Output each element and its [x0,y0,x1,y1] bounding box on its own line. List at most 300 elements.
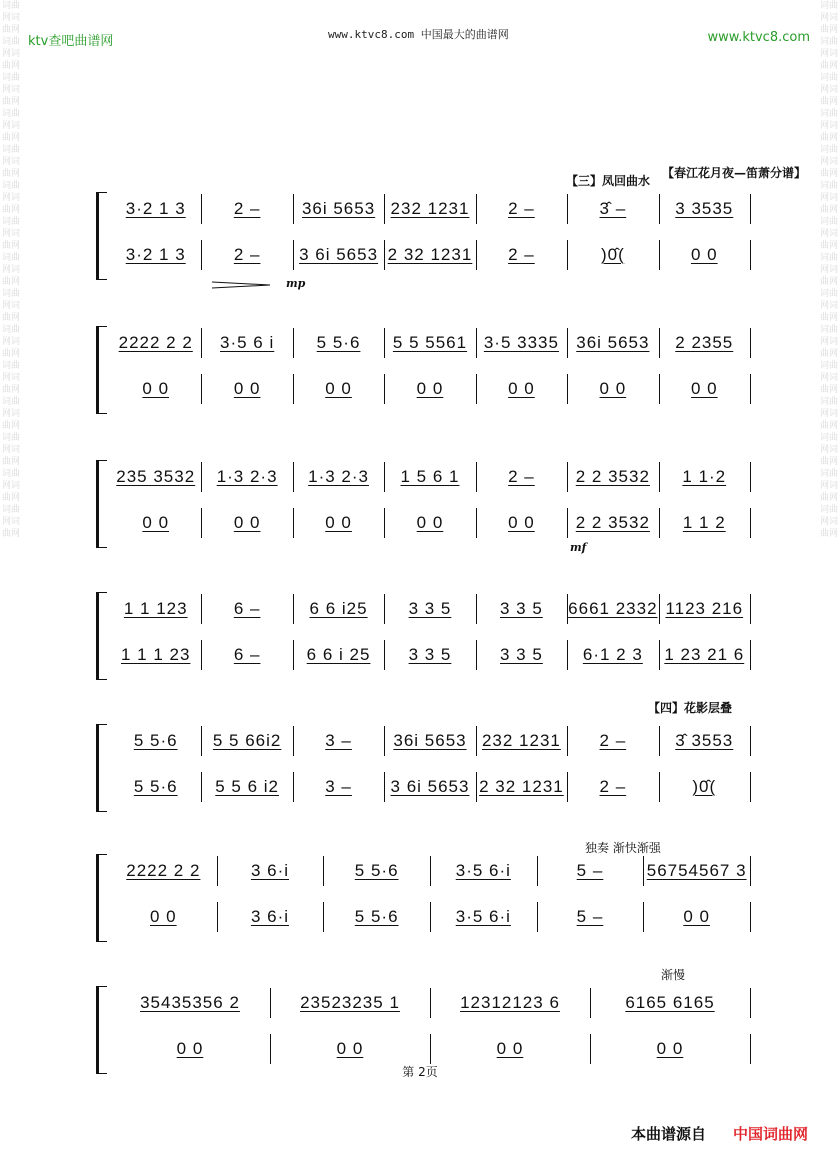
measure-notes: 2 32 1231 [387,245,473,264]
measure [659,190,750,228]
barline [201,462,202,492]
measure [384,636,475,674]
measure [270,984,430,1022]
barline [476,374,477,404]
score-system [96,324,750,416]
measure-notes: 35435356 2 [140,993,240,1012]
measure [201,324,292,362]
measure-notes: 3 6·i [250,861,290,880]
score-system [96,852,750,944]
measure [201,370,292,408]
barline [567,772,568,802]
barline [750,328,751,358]
barline [590,1034,591,1064]
measure-notes: 6 6 i 25 [306,645,371,664]
dynamic-mp: mp [286,277,306,290]
xiao-staff [110,370,750,408]
measure-notes: 1 1 123 [123,599,188,618]
xiao-staff [110,636,750,674]
measure-notes: 3 3 5 [408,645,452,664]
measure [201,236,292,274]
measure-notes: 0 0 [690,245,718,264]
measure [659,458,750,496]
measure [567,504,658,542]
measure [659,636,750,674]
measure-notes: 0 0 [176,1039,204,1058]
measure-notes: 2 2355 [675,333,734,352]
barline [659,240,660,270]
barline [201,328,202,358]
barline [430,1034,431,1064]
measure-notes: 3·5 3335 [483,333,559,352]
measure-notes: 5 5·6 [354,907,399,926]
barline [750,988,751,1018]
barline [384,726,385,756]
barline [201,772,202,802]
measure-notes: 0 0 [656,1039,684,1058]
barline [430,856,431,886]
watermark-left: 词曲网词曲网词曲网词曲网词曲网词曲网词曲网词曲网词曲网词曲网词曲网词曲网词曲网词曲网词曲网词曲网词曲网词曲网词曲网词曲网词曲网词曲网词曲网词曲网词曲网词曲网词曲网词曲网词曲网词曲网 [2,1,21,539]
barline [476,328,477,358]
system-brace [96,326,107,414]
barline [384,594,385,624]
measure-notes: 5 – [576,861,604,880]
barline [476,462,477,492]
barline [750,1034,751,1064]
measure-notes: 23523235 1 [300,993,400,1012]
score-system [96,458,750,550]
measure [476,190,567,228]
measure [201,190,292,228]
barline [567,328,568,358]
system-brace [96,192,107,280]
barline [750,508,751,538]
flute-staff [110,458,750,496]
measure [643,852,750,890]
measure [659,768,750,806]
measure [110,190,201,228]
barline [659,194,660,224]
barline [293,194,294,224]
barline [201,194,202,224]
barline [293,772,294,802]
measure-notes: 3·5 6 i [220,333,275,352]
measure [476,324,567,362]
barline [270,1034,271,1064]
measure-notes: 3 6i 5653 [299,245,379,264]
measure [323,898,430,936]
measure-notes: 2222 2 2 [126,861,201,880]
barline [750,194,751,224]
measure [110,898,217,936]
measure [476,636,567,674]
barline [567,374,568,404]
measure [476,768,567,806]
header-url[interactable]: www.ktvc8.com [707,30,810,45]
measure-notes: 56754567 3 [646,861,747,880]
barline [293,374,294,404]
measure-notes: 2 – [233,199,261,218]
measure [384,768,475,806]
measure-notes: 3·5 6·i [455,907,511,926]
measure [110,504,201,542]
measure [659,236,750,274]
measure [590,984,750,1022]
measure-notes: 1 23 21 6 [664,645,745,664]
score-title: 【春江花月夜—笛萧分谱】 [662,166,807,180]
measure [110,458,201,496]
score-system [96,722,750,814]
measure [293,504,384,542]
section-4-label: 【四】花影层叠 [648,701,733,715]
measure [110,852,217,890]
measure-notes: )0̂( [600,245,625,264]
barline [384,328,385,358]
barline [750,374,751,404]
barline [384,640,385,670]
section-3-label: 【三】凤回曲水 [566,174,651,188]
barline [217,902,218,932]
score-system [96,190,750,282]
measure [476,236,567,274]
measure [293,458,384,496]
measure-notes: 0 0 [690,379,718,398]
measure [476,722,567,760]
measure [476,504,567,542]
measure-notes: 1·3 2·3 [216,467,278,486]
measure-notes: 0 0 [508,379,535,398]
measure-notes: 6 6 i25 [309,599,368,618]
measure-notes: 3 – [325,777,352,796]
barline [323,856,324,886]
measure [567,236,658,274]
barline [384,194,385,224]
barline [750,240,751,270]
measure [110,370,201,408]
barline [430,902,431,932]
measure-notes: 36i 5653 [393,731,467,750]
measure-notes: 0 0 [142,513,170,532]
header-tagline: www.ktvc8.com 中国最大的曲谱网 [328,28,509,41]
measure-notes: 0 0 [325,379,352,398]
barline [659,374,660,404]
system-brace [96,986,107,1074]
measure [110,768,201,806]
system-brace [96,724,107,812]
barline [293,240,294,270]
barline [659,328,660,358]
system-brace [96,460,107,548]
xiao-staff [110,236,750,274]
measure [537,898,644,936]
measure-notes: 1123 216 [665,599,744,618]
barline [201,508,202,538]
measure-notes: 0 0 [233,379,261,398]
measure-notes: 2 32 1231 [479,777,564,796]
measure [476,370,567,408]
barline [750,772,751,802]
measure [384,590,475,628]
measure-notes: 3 6i 5653 [390,777,470,796]
measure [643,898,750,936]
page-number: 第 2页 [402,1065,438,1079]
xiao-staff [110,504,750,542]
measure-notes: 1 1 2 [682,513,726,532]
measure-notes: 3̂ – [599,199,627,218]
barline [537,902,538,932]
xiao-staff [110,898,750,936]
barline [270,988,271,1018]
measure-notes: 0 0 [325,513,352,532]
measure [293,636,384,674]
measure [430,852,537,890]
barline [323,902,324,932]
measure-notes: 2 – [599,777,627,796]
measure [567,636,658,674]
barline [750,902,751,932]
measure-notes: 3 – [325,731,352,750]
barline [567,726,568,756]
barline [384,772,385,802]
measure-notes: 5 5 6 i2 [215,777,280,796]
barline [476,726,477,756]
barline [750,594,751,624]
measure [659,504,750,542]
barline [750,462,751,492]
measure-notes: 3 6·i [250,907,290,926]
measure [476,458,567,496]
measure [384,722,475,760]
measure [201,768,292,806]
barline [643,856,644,886]
measure-notes: 6·1 2 3 [582,645,643,664]
measure-notes: 1 1 1 23 [120,645,191,664]
measure [110,636,201,674]
measure [384,190,475,228]
measure-notes: 235 3532 [116,467,196,486]
barline [476,508,477,538]
barline [567,240,568,270]
measure-notes: 6 – [233,599,261,618]
measure-notes: 0 0 [683,907,710,926]
measure [659,590,750,628]
header-site-name[interactable]: ktv查吧曲谱网 [28,34,114,49]
slow-annotation: 渐慢 [661,968,686,982]
measure-notes: 12312123 6 [460,993,560,1012]
measure-notes: 6661 2332 [568,599,658,618]
measure [217,898,324,936]
measure [659,324,750,362]
score-system [96,590,750,682]
barline [659,462,660,492]
barline [476,594,477,624]
measure [430,984,590,1022]
measure [110,590,201,628]
barline [567,194,568,224]
measure [201,590,292,628]
measure-notes: 0 0 [496,1039,524,1058]
measure [430,898,537,936]
measure [323,852,430,890]
measure-notes: 3̂ 3553 [675,731,734,750]
flute-staff [110,324,750,362]
barline [293,508,294,538]
measure [567,324,658,362]
barline [476,240,477,270]
measure-notes: 6 – [233,645,261,664]
measure-notes: 36i 5653 [301,199,376,218]
measure [293,722,384,760]
measure-notes: 0 0 [508,513,535,532]
measure-notes: 5 5·6 [133,777,178,796]
barline [659,640,660,670]
barline [659,772,660,802]
measure [110,722,201,760]
barline [567,462,568,492]
measure [537,852,644,890]
barline [537,856,538,886]
measure [293,590,384,628]
barline [201,374,202,404]
system-brace [96,592,107,680]
flute-staff [110,984,750,1022]
measure-notes: 3 3 5 [500,645,543,664]
measure-notes: 2 – [508,199,535,218]
measure-notes: 1 1·2 [682,467,727,486]
measure-notes: 36i 5653 [576,333,650,352]
barline [567,594,568,624]
barline [430,988,431,1018]
measure [293,236,384,274]
barline [293,594,294,624]
barline [643,902,644,932]
barline [384,462,385,492]
flute-staff [110,190,750,228]
barline [384,240,385,270]
measure-notes: 1·3 2·3 [308,467,369,486]
xiao-staff [110,768,750,806]
measure-notes: 3·2 1 3 [125,199,186,218]
barline [293,640,294,670]
barline [476,194,477,224]
measure-notes: 5 5·6 [316,333,361,352]
measure-notes: 3·5 6·i [455,861,511,880]
barline [567,508,568,538]
barline [201,240,202,270]
measure [201,504,292,542]
measure [384,458,475,496]
measure-notes: 0 0 [233,513,261,532]
measure [567,590,658,628]
barline [293,462,294,492]
barline [476,640,477,670]
measure [384,324,475,362]
barline [293,328,294,358]
footer-brand-link[interactable]: 中国词曲网 [732,1125,808,1143]
measure-notes: 2 2 3532 [575,513,650,532]
barline [201,726,202,756]
measure-notes: 232 1231 [481,731,561,750]
measure-notes: 3·2 1 3 [125,245,186,264]
measure [217,852,324,890]
measure-notes: 5 – [576,907,604,926]
barline [659,508,660,538]
barline [659,726,660,756]
flute-staff [110,590,750,628]
measure [476,590,567,628]
measure-notes: 5 5 66i2 [212,731,282,750]
barline [659,594,660,624]
measure-notes: 0 0 [142,379,170,398]
system-brace [96,854,107,942]
measure-notes: 5 5·6 [133,731,178,750]
measure [293,324,384,362]
measure [567,370,658,408]
measure-notes: 0 0 [416,513,444,532]
barline [750,640,751,670]
measure [567,722,658,760]
barline [476,772,477,802]
barline [567,640,568,670]
measure-notes: 0 0 [150,907,177,926]
measure [384,236,475,274]
measure [567,768,658,806]
measure-notes: 2 – [508,467,535,486]
measure-notes: )0̂( [692,777,717,796]
measure-notes: 0 0 [416,379,444,398]
measure [201,722,292,760]
measure-notes: 2 2 3532 [575,467,650,486]
measure-notes: 2 – [233,245,261,264]
barline [384,508,385,538]
measure [659,722,750,760]
flute-staff [110,852,750,890]
barline [293,726,294,756]
measure [384,370,475,408]
barline [217,856,218,886]
measure [293,768,384,806]
measure-notes: 2 – [599,731,627,750]
measure [567,190,658,228]
measure-notes: 3 3 5 [408,599,452,618]
measure-notes: 3 3535 [675,199,734,218]
measure [293,370,384,408]
measure [659,370,750,408]
measure-notes: 6165 6165 [625,993,715,1012]
measure-notes: 0 0 [599,379,627,398]
barline [750,726,751,756]
measure-notes: 5 5·6 [354,861,399,880]
measure-notes: 2 – [508,245,535,264]
flute-staff [110,722,750,760]
barline [201,594,202,624]
measure [110,984,270,1022]
measure [293,190,384,228]
barline [201,640,202,670]
barline [750,856,751,886]
solo-annotation: 独奏 渐快渐强 [585,841,661,855]
measure-notes: 1 5 6 1 [400,467,460,486]
footer-source-label: 本曲谱源自 [630,1125,706,1143]
measure [384,504,475,542]
measure-notes: 0 0 [336,1039,364,1058]
barline [384,374,385,404]
dynamic-mf: mf [570,541,587,554]
barline [590,988,591,1018]
measure-notes: 2222 2 2 [118,333,193,352]
measure-notes: 232 1231 [390,199,470,218]
measure [201,458,292,496]
